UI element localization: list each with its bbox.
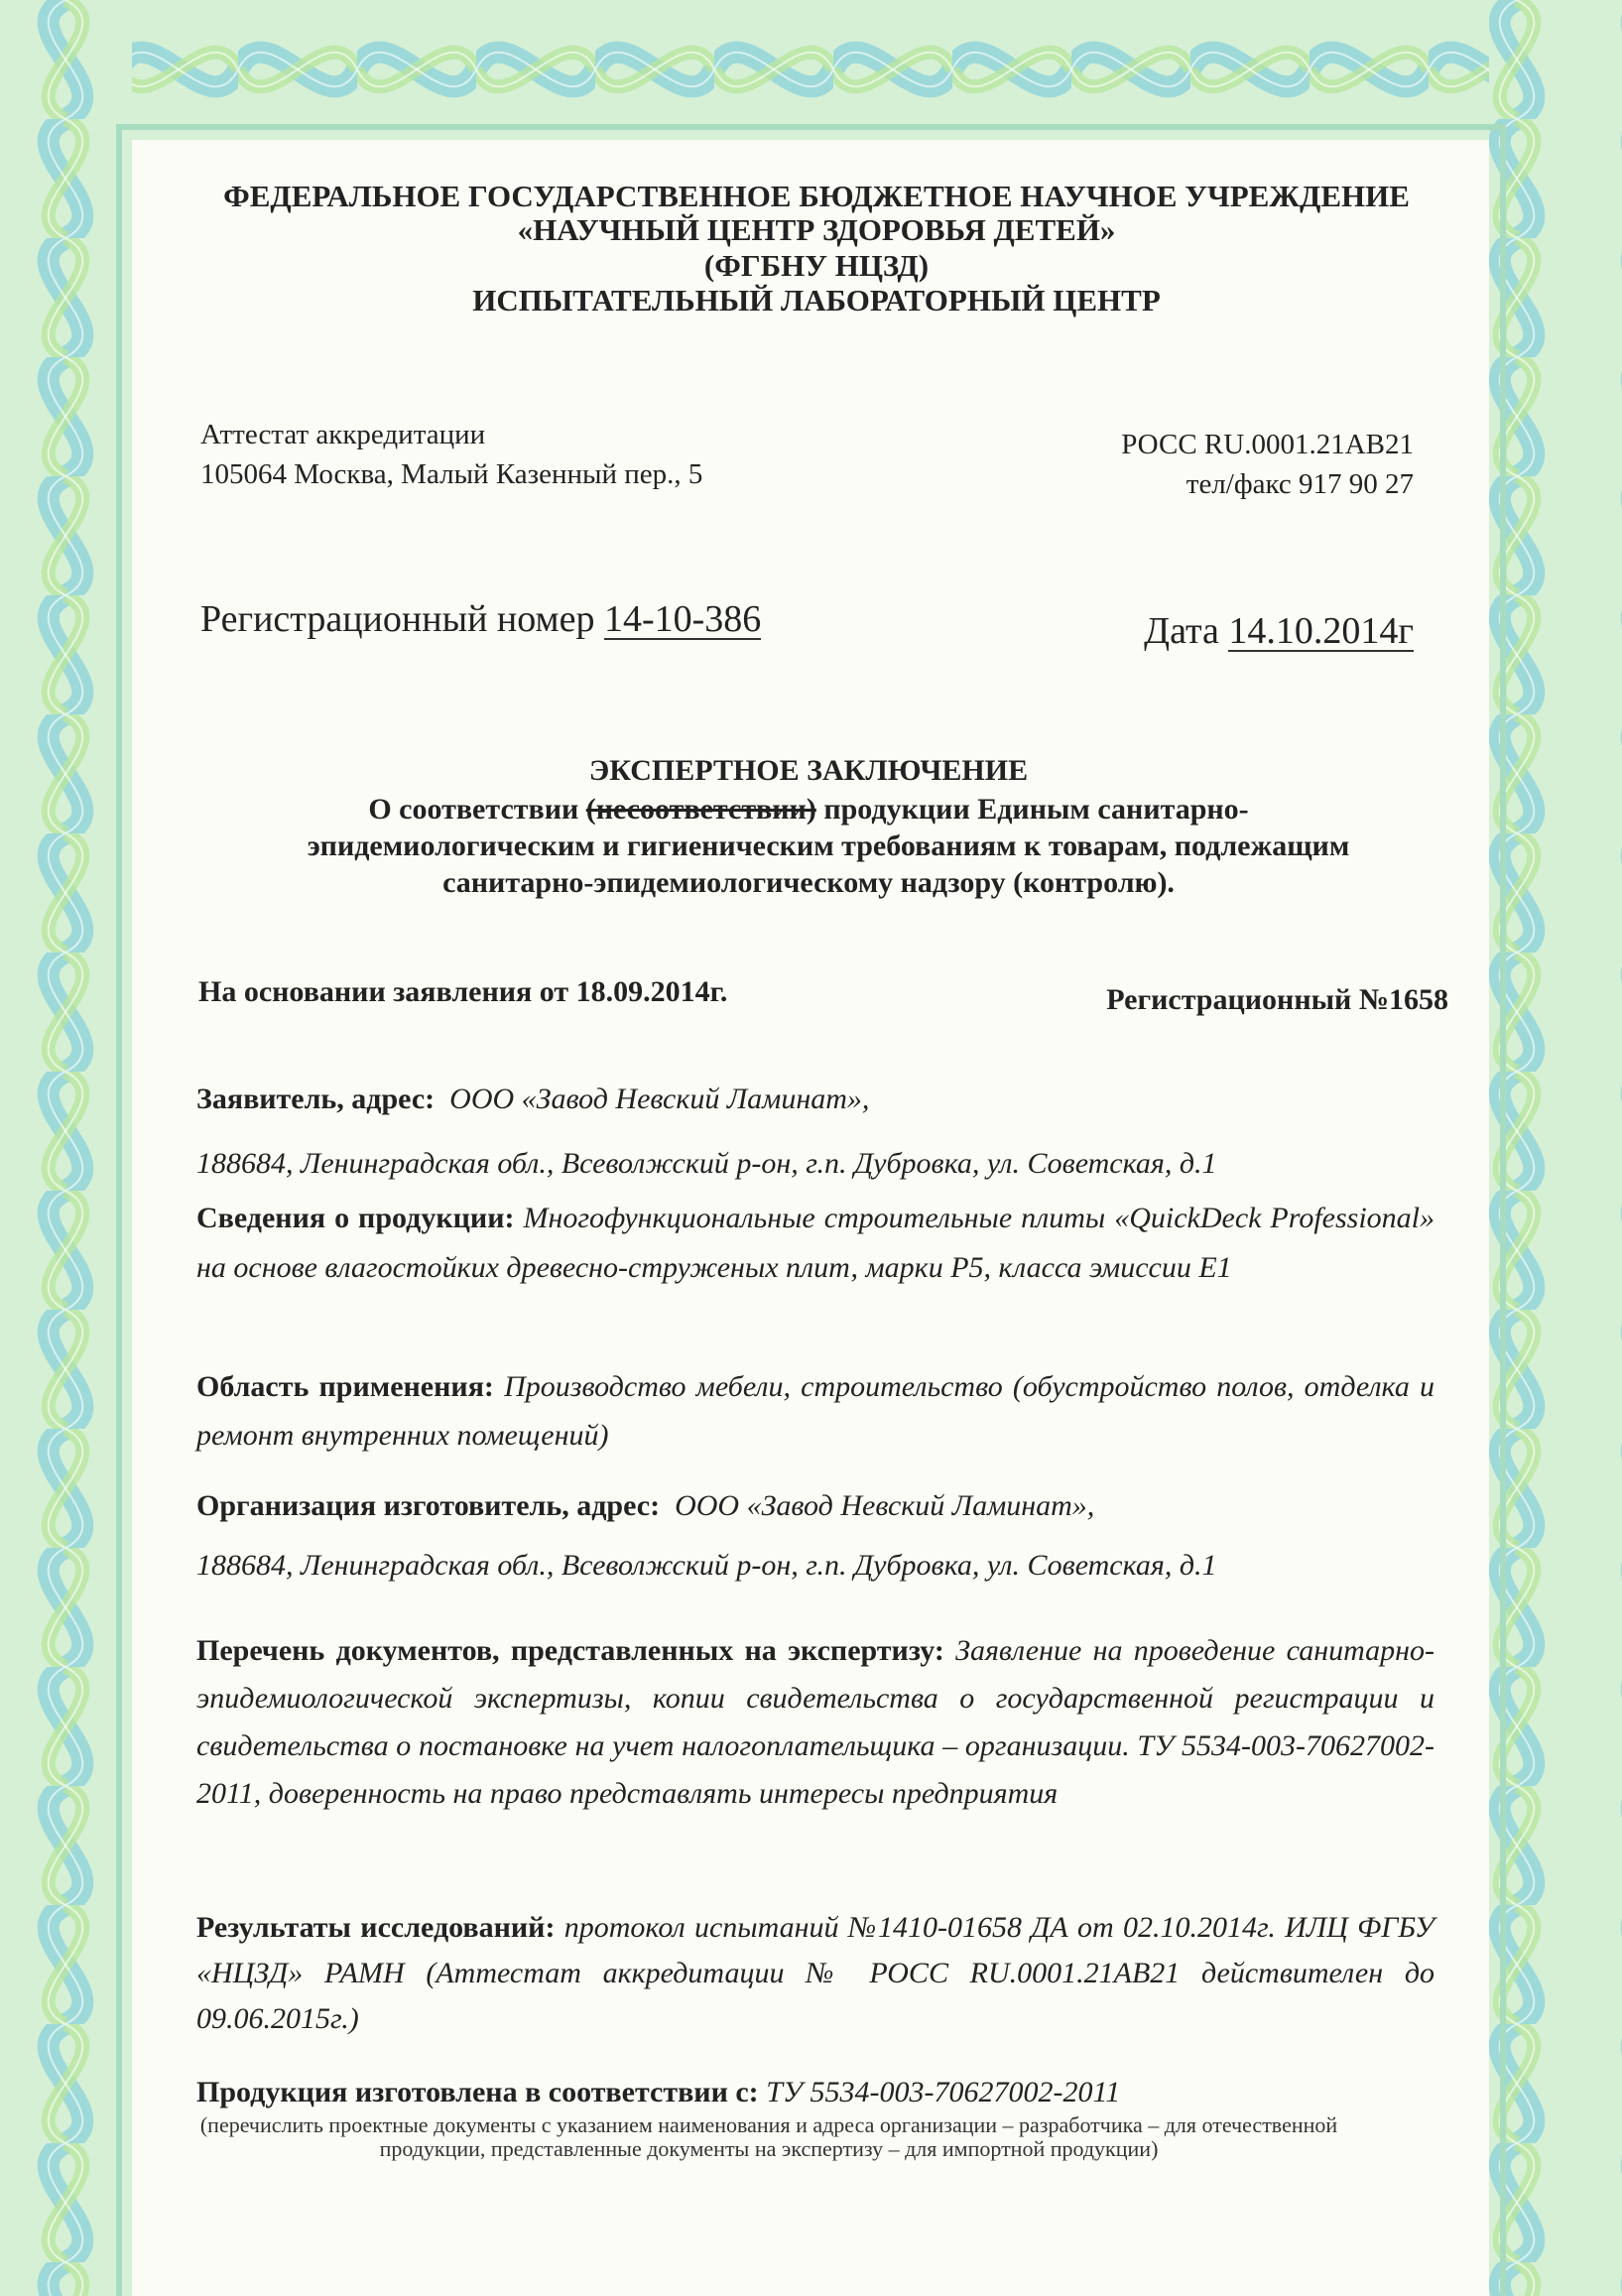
conclusion-subtitle-1 xyxy=(198,791,1419,828)
footnote: (перечислить проектные документы с указанием наименования и адреса организации – разработчика – для отечественной продукции, представленные документы на экспертизу – для импортной продукции) xyxy=(199,2112,1338,2161)
date-row xyxy=(1071,609,1414,653)
results-value: протокол испытаний №1410-01658 ДА от 02.10.2014г. ИЛЦ ФГБУ «НЦЗД» РАМН (Аттестат аккредитации № РОСС RU.0001.21АВ21 действителен до 09.06.2015г.) xyxy=(196,1911,1435,2035)
conclusion-subtitle-3: санитарно-эпидемиологическому надзору (контролю). xyxy=(442,866,1175,899)
results-label: Результаты исследований: xyxy=(196,1911,556,1944)
address: 105064 Москва, Малый Казенный пер., 5 xyxy=(200,458,703,490)
product-block xyxy=(196,1194,1435,1293)
registration-row xyxy=(200,597,761,641)
application-reg-number: Регистрационный №1658 xyxy=(1106,983,1448,1016)
produced-block xyxy=(196,2076,1435,2109)
header-line-4: ИСПЫТАТЕЛЬНЫЙ ЛАБОРАТОРНЫЙ ЦЕНТР xyxy=(472,283,1161,318)
date-value: 14.10.2014г xyxy=(1228,610,1414,652)
registration-number: 14-10-386 xyxy=(603,598,762,640)
scope-block xyxy=(196,1362,1435,1460)
date-label: Дата xyxy=(1144,610,1219,652)
conclusion-title: ЭКСПЕРТНОЕ ЗАКЛЮЧЕНИЕ xyxy=(588,754,1029,787)
accreditation-label: Аттестат аккредитации xyxy=(200,419,486,450)
conclusion-subtitle-2: эпидемиологическим и гигиеническим требованиям к товарам, подлежащим xyxy=(307,829,1350,862)
manufacturer-block xyxy=(196,1481,1435,1530)
scope-label: Область применения: xyxy=(196,1370,494,1403)
accreditation-number: РОСС RU.0001.21АВ21 xyxy=(1121,429,1414,460)
produced-label: Продукция изготовлена в соответствии с: xyxy=(196,2076,759,2108)
scope-value: Производство мебели, строительство (обустройство полов, отделка и ремонт внутренних помещений) xyxy=(196,1370,1435,1452)
header-line-1: ФЕДЕРАЛЬНОЕ ГОСУДАРСТВЕННОЕ БЮДЖЕТНОЕ НАУЧНОЕ УЧРЕЖДЕНИЕ xyxy=(223,179,1410,213)
applicant-value: ООО «Завод Невский Ламинат», xyxy=(449,1083,870,1115)
applicant-label: Заявитель, адрес: xyxy=(196,1083,436,1115)
subtitle-end: продукции Единым санитарно- xyxy=(823,793,1249,826)
manufacturer-label: Организация изготовитель, адрес: xyxy=(196,1489,661,1522)
phone: тел/факс 917 90 27 xyxy=(1185,468,1414,500)
documents-block xyxy=(196,1627,1435,1818)
documents-value: Заявление на проведение санитарно-эпидемиологической экспертизы, копии свидетельства о государственной регистрации и свидетельства о постановке на учет налогоплательщика – организации. ТУ 5534-003-70627002-2011, доверенность на право представлять интересы предприятия xyxy=(196,1634,1435,1810)
applicant-block xyxy=(196,1075,1435,1123)
header-line-3: (ФГБНУ НЦЗД) xyxy=(703,248,930,283)
application-basis: На основании заявления от 18.09.2014г. xyxy=(198,975,728,1008)
manufacturer-value: ООО «Завод Невский Ламинат», xyxy=(675,1489,1095,1522)
product-value: Многофункциональные строительные плиты «QuickDeck Professional» на основе влагостойких древесно-струженых плит, марки P5, класса эмиссии Е1 xyxy=(196,1202,1435,1284)
results-block xyxy=(196,1905,1435,2042)
registration-label: Регистрационный номер xyxy=(200,598,595,640)
product-label: Сведения о продукции: xyxy=(196,1202,515,1234)
subtitle-start: О соответствии xyxy=(368,793,579,826)
applicant-address-block xyxy=(196,1139,1435,1188)
subtitle-struck: (несоответствии) xyxy=(585,793,816,826)
produced-value: ТУ 5534-003-70627002-2011 xyxy=(766,2076,1121,2108)
documents-label: Перечень документов, представленных на экспертизу: xyxy=(196,1634,944,1667)
manufacturer-address-block xyxy=(196,1541,1435,1590)
manufacturer-address: 188684, Ленинградская обл., Всеволжский р-он, г.п. Дубровка, ул. Советская, д.1 xyxy=(196,1549,1217,1582)
header-line-2: «НАУЧНЫЙ ЦЕНТР ЗДОРОВЬЯ ДЕТЕЙ» xyxy=(517,212,1116,247)
applicant-address: 188684, Ленинградская обл., Всеволжский р-он, г.п. Дубровка, ул. Советская, д.1 xyxy=(196,1147,1217,1180)
